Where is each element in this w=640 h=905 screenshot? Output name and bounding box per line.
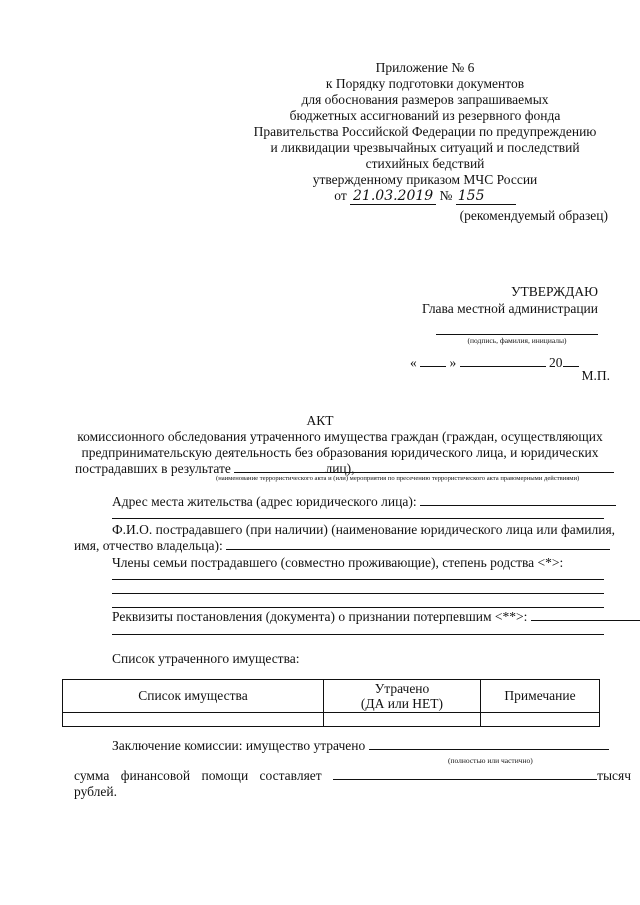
appendix-line: Правительства Российской Федерации по предупреждению — [253, 124, 597, 139]
day-blank[interactable] — [420, 366, 446, 367]
appendix-line: стихийных бедствий — [365, 156, 485, 171]
table-cell[interactable] — [481, 713, 600, 727]
address-row — [112, 494, 616, 510]
approval-title: УТВЕРЖДАЮ — [510, 284, 598, 299]
date-close-quote: » — [449, 355, 457, 370]
month-blank[interactable] — [460, 366, 546, 367]
lost-property-label: Список утраченного имущества: — [112, 651, 300, 666]
sum-row — [74, 768, 631, 784]
conclusion-caption: (полностью или частично) — [448, 756, 533, 765]
appendix-line: утвержденному приказом МЧС России — [312, 172, 538, 187]
resolution-row — [112, 609, 640, 625]
appendix-line: и ликвидации чрезвычайных ситуаций и последствий — [270, 140, 580, 155]
appendix-line: к Порядку подготовки документов — [325, 76, 525, 91]
table-row — [63, 713, 600, 727]
col-lost-header-line2: (ДА или НЕТ) — [360, 696, 444, 711]
order-date-line — [250, 188, 600, 205]
suffered-caption: (наименование террористического акта и (или) мероприятия по пресечению террористического акта правомерными действиями) — [216, 475, 580, 482]
col-note-header: Примечание — [481, 680, 600, 713]
family-label: Члены семьи пострадавшего (совместно проживающие), степень родства <*>: — [112, 555, 564, 570]
col-lost-header — [324, 680, 481, 713]
act-subtitle-line: предпринимательскую деятельность без образования юридического лица, и юридических лиц), — [81, 445, 599, 476]
date-open-quote: « — [410, 355, 417, 370]
address-label: Адрес места жительства (адрес юридического лица): — [112, 494, 417, 509]
suffered-label: пострадавших в результате — [75, 461, 231, 476]
fio-label-line1: Ф.И.О. пострадавшего (при наличии) (наименование юридического лица или фамилия, — [112, 522, 616, 537]
family-blank-1[interactable] — [112, 579, 604, 580]
appendix-line: бюджетных ассигнований из резервного фонда — [289, 108, 561, 123]
order-number-value: 155 — [456, 188, 516, 205]
approval-date-line — [410, 355, 579, 371]
signature-caption: (подпись, фамилия, инициалы) — [436, 334, 598, 345]
table-header-row — [63, 680, 600, 713]
col-property-header: Список имущества — [63, 680, 324, 713]
conclusion-row — [112, 738, 609, 754]
address-blank[interactable] — [420, 505, 616, 506]
table-cell[interactable] — [324, 713, 481, 727]
stamp-place: М.П. — [581, 368, 610, 383]
appendix-line: для обоснования размеров запрашиваемых — [301, 92, 549, 107]
suffered-blank[interactable] — [234, 472, 614, 473]
act-title: АКТ — [306, 413, 334, 428]
family-blank-3[interactable] — [112, 607, 604, 608]
date-prefix: от — [334, 188, 347, 203]
family-blank-2[interactable] — [112, 593, 604, 594]
sum-unit: тысяч — [597, 768, 632, 783]
fio-row — [74, 538, 610, 554]
conclusion-label: Заключение комиссии: имущество утрачено — [112, 738, 366, 753]
fio-label-line2: имя, отчество владельца): — [74, 538, 223, 553]
resolution-continuation-line[interactable] — [112, 634, 604, 635]
approval-position: Глава местной администрации — [422, 301, 598, 316]
sum-blank-tail[interactable] — [585, 779, 597, 780]
sum-label: сумма финансовой помощи составляет — [74, 768, 322, 783]
table-cell[interactable] — [63, 713, 324, 727]
order-date-value: 21.03.2019 — [350, 188, 436, 205]
address-continuation-line[interactable] — [112, 518, 604, 519]
act-subtitle-line: комиссионного обследования утраченного имущества граждан (граждан, осуществляющих — [77, 429, 603, 444]
resolution-label: Реквизиты постановления (документа) о признании потерпевшим <**>: — [112, 609, 528, 624]
year-blank[interactable] — [563, 366, 579, 367]
year-prefix: 20 — [549, 355, 563, 370]
conclusion-blank[interactable] — [369, 749, 609, 750]
sample-label: (рекомендуемый образец) — [459, 208, 608, 223]
sum-unit-rubles: рублей. — [74, 784, 118, 799]
sum-blank[interactable] — [333, 779, 585, 780]
appendix-header — [250, 60, 600, 205]
fio-blank[interactable] — [226, 549, 610, 550]
appendix-line: Приложение № 6 — [375, 60, 475, 75]
approval-block — [358, 283, 598, 317]
col-lost-header-line1: Утрачено — [374, 681, 430, 696]
lost-property-table — [62, 679, 600, 727]
resolution-blank[interactable] — [531, 620, 640, 621]
number-label: № — [439, 188, 453, 203]
